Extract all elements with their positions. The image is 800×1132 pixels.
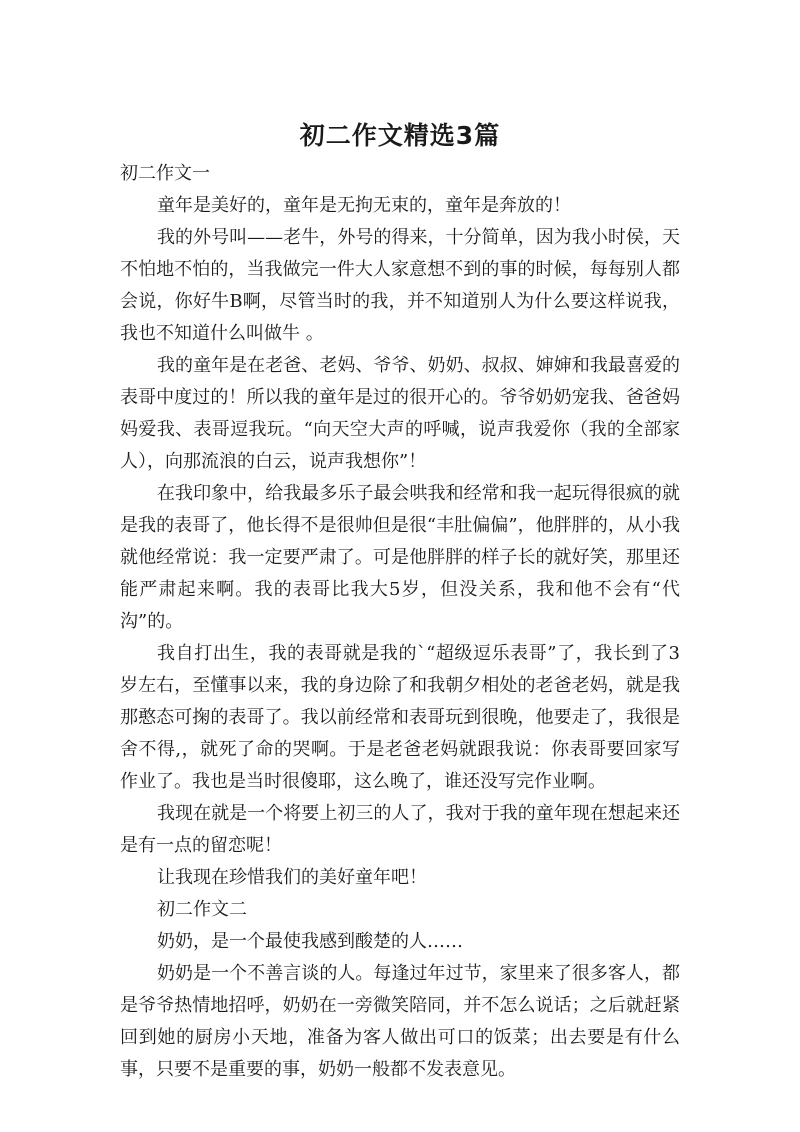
document-title: 初二作文精选3篇: [299, 121, 501, 150]
paragraph: 让我现在珍惜我们的美好童年吧！: [157, 867, 427, 888]
paragraph: 奶奶是一个不善言谈的人。每逢过年过节，家里来了很多客人，都是爷爷热情地招呼，奶奶在一旁微笑陪同，并不怎么说话；之后就赶紧回到她的厨房小天地，准备为客人做出可口的饭菜；出去要是有什么事，只要不是重要的事，奶奶一般都不发表意见。: [120, 963, 680, 1080]
paragraph: 奶奶，是一个最使我感到酸楚的人……: [157, 931, 463, 952]
paragraph: 我的童年是在老爸、老妈、爷爷、奶奶、叔叔、婶婶和我最喜爱的表哥中度过的！所以我的童年是过的很开心的。爷爷奶奶宠我、爸爸妈妈爱我、表哥逗我玩。“向天空大声的呼喊，说声我爱你（我的全部家人），向那流浪的白云，说声我想你”！: [120, 355, 680, 472]
section-heading-2: 初二作文二: [157, 899, 247, 920]
section-heading-1: 初二作文一: [120, 163, 210, 184]
paragraph: 童年是美好的，童年是无拘无束的，童年是奔放的！: [157, 195, 571, 216]
document-body: [120, 158, 680, 1086]
paragraph: 我自打出生，我的表哥就是我的`“超级逗乐表哥”了，我长到了3岁左右，至懂事以来，我的身边除了和我朝夕相处的老爸老妈，就是我那憨态可掬的表哥了。我以前经常和表哥玩到很晚，他要走了，我很是舍不得,，就死了命的哭啊。于是老爸老妈就跟我说：你表哥要回家写作业了。我也是当时很傻耶，这么晚了，谁还没写完作业啊。: [120, 643, 680, 792]
paragraph: 我的外号叫——老牛，外号的得来，十分简单，因为我小时侯，天不怕地不怕的，当我做完一件大人家意想不到的事的时候，每每别人都会说，你好牛B啊，尽管当时的我，并不知道别人为什么要这样说我，我也不知道什么叫做牛 。: [120, 227, 680, 344]
paragraph: 我现在就是一个将要上初三的人了，我对于我的童年现在想起来还是有一点的留恋呢！: [120, 803, 680, 856]
paragraph: 在我印象中，给我最多乐子最会哄我和经常和我一起玩得很疯的就是我的表哥了，他长得不是很帅但是很“丰肚偏偏”，他胖胖的，从小我就他经常说：我一定要严肃了。可是他胖胖的样子长的就好笑，那里还能严肃起来啊。我的表哥比我大5岁，但没关系，我和他不会有“代沟”的。: [120, 483, 680, 632]
